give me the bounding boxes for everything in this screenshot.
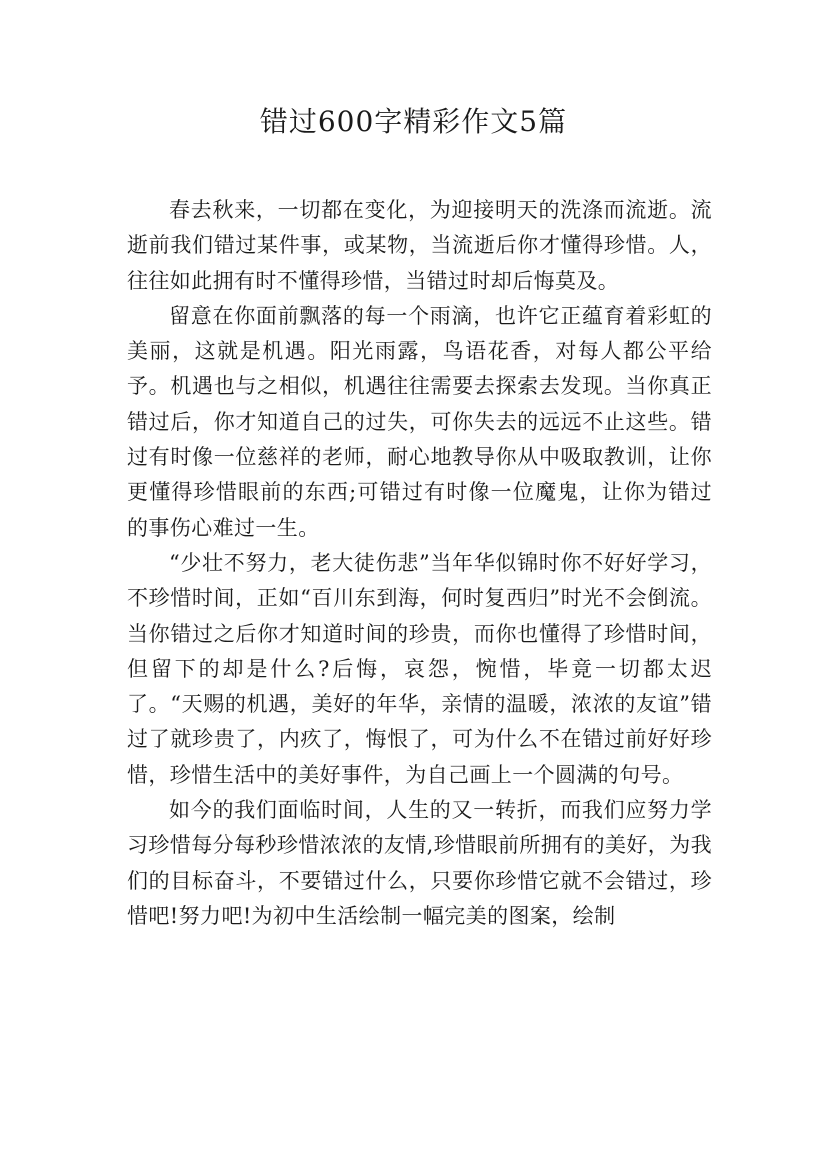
paragraph-3: “少壮不努力，老大徒伤悲”当年华似锦时你不好好学习，不珍惜时间，正如“百川东到海，何时复西归”时光不会倒流。当你错过之后你才知道时间的珍贵，而你也懂得了珍惜时间，但留下的却是什么?后悔，哀怨，惋惜，毕竟一切都太迟了。“天赐的机遇，美好的年华，亲情的温暖，浓浓的友谊”错过了就珍贵了，内疚了，悔恨了，可为什么不在错过前好好珍惜，珍惜生活中的美好事件，为自己画上一个圆满的句号。 bbox=[127, 550, 712, 787]
paragraph-4: 如今的我们面临时间，人生的又一转折，而我们应努力学习珍惜每分每秒珍惜浓浓的友情,珍惜眼前所拥有的美好，为我们的目标奋斗，不要错过什么，只要你珍惜它就不会错过，珍惜吧!努力吧!为初中生活绘制一幅完美的图案，绘制 bbox=[127, 798, 712, 928]
paragraph-2: 留意在你面前飘落的每一个雨滴，也许它正蕴育着彩虹的美丽，这就是机遇。阳光雨露，鸟语花香，对每人都公平给予。机遇也与之相似，机遇往往需要去探索去发现。当你真正错过后，你才知道自己的过失，可你失去的远远不止这些。错过有时像一位慈祥的老师，耐心地教导你从中吸取教训，让你更懂得珍惜眼前的东西;可错过有时像一位魔鬼，让你为错过的事伤心难过一生。 bbox=[127, 303, 712, 540]
document-body bbox=[127, 193, 712, 934]
paragraph-1: 春去秋来，一切都在变化，为迎接明天的洗涤而流逝。流逝前我们错过某件事，或某物，当流逝后你才懂得珍惜。人，往往如此拥有时不懂得珍惜，当错过时却后悔莫及。 bbox=[127, 198, 712, 293]
document-title: 错过600字精彩作文5篇 bbox=[259, 105, 568, 138]
